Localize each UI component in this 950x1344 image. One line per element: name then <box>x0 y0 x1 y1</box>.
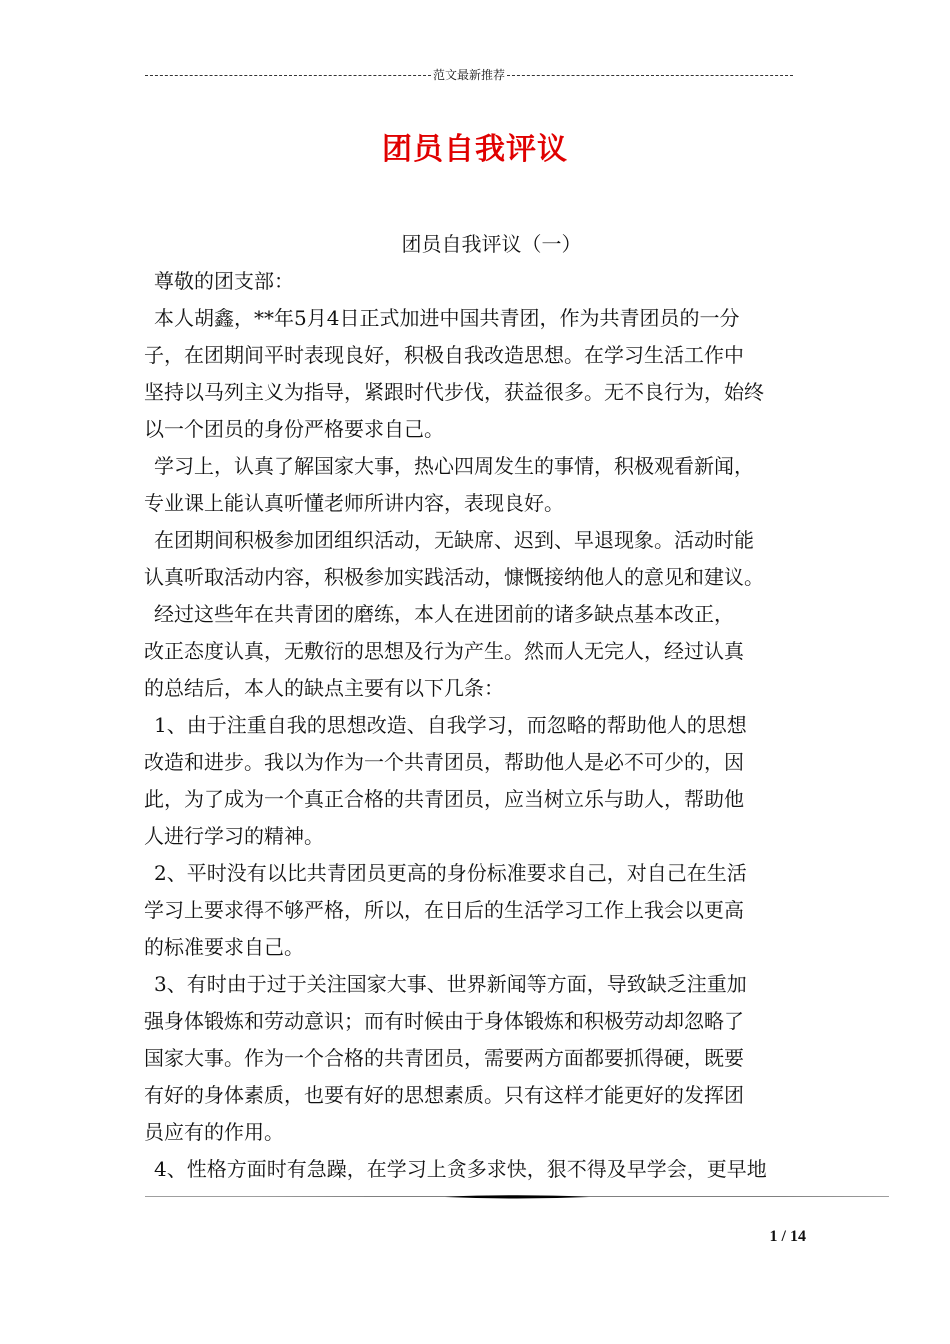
document-subtitle: 团员自我评议（一） <box>401 232 582 256</box>
paragraph-line: 强身体锻炼和劳动意识；而有时候由于身体锻炼和积极劳动却忽略了 <box>144 1009 744 1033</box>
paragraph <box>144 300 814 448</box>
paragraph <box>144 522 814 596</box>
page-number: 1 / 14 <box>769 1228 806 1245</box>
header-dash-right <box>507 75 793 76</box>
paragraph <box>144 855 814 966</box>
paragraph-line: 改正态度认真，无敷衍的思想及行为产生。然而人无完人，经过认真 <box>144 639 744 663</box>
paragraph-line: 员应有的作用。 <box>144 1120 284 1144</box>
paragraph-line: 学习上要求得不够严格，所以，在日后的生活学习工作上我会以更高 <box>144 898 744 922</box>
paragraph-line: 本人胡鑫，**年5月4日正式加进中国共青团，作为共青团员的一分 <box>154 306 740 330</box>
paragraph-line: 专业课上能认真听懂老师所讲内容，表现良好。 <box>144 491 564 515</box>
paragraph-line: 的总结后，本人的缺点主要有以下几条： <box>144 676 504 700</box>
paragraph-line: 认真听取活动内容，积极参加实践活动，慷慨接纳他人的意见和建议。 <box>144 565 764 589</box>
salutation <box>144 263 814 300</box>
paragraph <box>144 596 814 707</box>
paragraph-line: 以一个团员的身份严格要求自己。 <box>144 417 444 441</box>
paragraph-list <box>144 300 814 1188</box>
paragraph-line: 坚持以马列主义为指导，紧跟时代步伐，获益很多。无不良行为，始终 <box>144 380 764 404</box>
paragraph-line: 在团期间积极参加团组织活动，无缺席、迟到、早退现象。活动时能 <box>154 528 754 552</box>
paragraph-line: 4、性格方面时有急躁，在学习上贪多求快，狠不得及早学会，更早地 <box>154 1157 767 1181</box>
paragraph-line: 经过这些年在共青团的磨练，本人在进团前的诸多缺点基本改正， <box>154 602 734 626</box>
paragraph-line: 此，为了成为一个真正合格的共青团员，应当树立乐与助人，帮助他 <box>144 787 744 811</box>
paragraph-line: 有好的身体素质，也要有好的思想素质。只有这样才能更好的发挥团 <box>144 1083 744 1107</box>
paragraph-line: 国家大事。作为一个合格的共青团员，需要两方面都要抓得硬，既要 <box>144 1046 744 1070</box>
header-label: 范文最新推荐 <box>433 68 506 82</box>
paragraph-line: 子，在团期间平时表现良好，积极自我改造思想。在学习生活工作中 <box>144 343 744 367</box>
paragraph <box>144 1151 814 1188</box>
salutation-text: 尊敬的团支部： <box>154 269 294 293</box>
paragraph <box>144 448 814 522</box>
paragraph-line: 的标准要求自己。 <box>144 935 304 959</box>
paragraph-line: 人进行学习的精神。 <box>144 824 324 848</box>
document-body <box>144 226 814 1188</box>
paragraph <box>144 966 814 1151</box>
paragraph <box>144 707 814 855</box>
header-line <box>145 66 793 84</box>
footer-rule <box>145 1194 889 1199</box>
paragraph-line: 学习上，认真了解国家大事，热心四周发生的事情，积极观看新闻， <box>154 454 754 478</box>
paragraph-line: 3、有时由于过于关注国家大事、世界新闻等方面，导致缺乏注重加 <box>154 972 747 996</box>
header-dash-left <box>145 75 431 76</box>
paragraph-line: 2、平时没有以比共青团员更高的身份标准要求自己，对自己在生活 <box>154 861 747 885</box>
paragraph-line: 1、由于注重自我的思想改造、自我学习，而忽略的帮助他人的思想 <box>154 713 747 737</box>
document-title: 团员自我评议 <box>382 132 568 167</box>
paragraph-line: 改造和进步。我以为作为一个共青团员，帮助他人是必不可少的，因 <box>144 750 744 774</box>
